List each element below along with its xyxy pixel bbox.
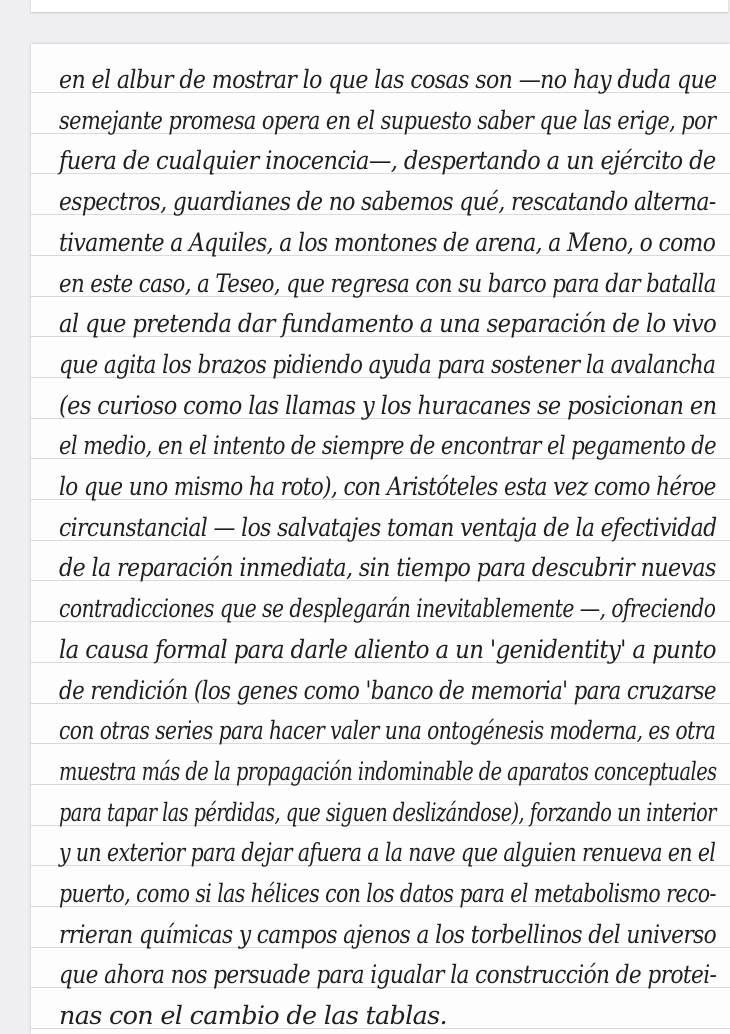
notebook-page: [31, 44, 730, 1034]
handwritten-line: muestra más de la propagación indominable de aparatos conceptuales: [59, 757, 717, 787]
handwritten-line: de rendición (los genes como 'banco de memoria' para cruzarse: [59, 676, 716, 706]
handwritten-line: en el albur de mostrar lo que las cosas son —no hay duda que: [59, 65, 717, 95]
handwritten-line: semejante promesa opera en el supuesto saber que las erige, por: [59, 106, 716, 136]
handwritten-line: con otras series para hacer valer una ontogénesis moderna, es otra: [59, 716, 716, 746]
handwritten-line: contradicciones que se desplegarán inevitablemente —, ofreciendo: [59, 594, 716, 624]
handwritten-line: y un exterior para dejar afuera a la nave que alguien renueva en el: [59, 838, 716, 868]
handwritten-line: que agita los brazos pidiendo ayuda para sostener la avalancha: [59, 350, 716, 380]
handwritten-line: el medio, en el intento de siempre de encontrar el pegamento de: [59, 431, 717, 461]
handwritten-line: (es curioso como las llamas y los huracanes se posicionan en: [59, 391, 717, 421]
handwritten-line: la causa formal para darle aliento a un 'genidentity' a punto: [59, 635, 716, 665]
handwritten-line: al que pretenda dar fundamento a una separación de lo vivo: [59, 309, 717, 339]
handwritten-line: tivamente a Aquiles, a los montones de arena, a Meno, o como: [59, 228, 716, 258]
handwritten-line: puerto, como si las hélices con los datos para el metabolismo reco-: [59, 879, 716, 909]
handwritten-line: nas con el cambio de las tablas.: [59, 1001, 447, 1031]
handwritten-line: para tapar las pérdidas, que siguen deslizándose), forzando un interior: [59, 798, 716, 828]
handwritten-line: que ahora nos persuade para igualar la construcción de protei-: [59, 960, 717, 990]
handwritten-line: espectros, guardianes de no sabemos qué, rescatando alterna-: [59, 187, 716, 217]
handwritten-line: fuera de cualquier inocencia—, despertando a un ejército de: [59, 146, 716, 176]
handwritten-line: rrieran químicas y campos ajenos a los torbellinos del universo: [59, 920, 717, 950]
handwritten-line: lo que uno mismo ha roto), con Aristóteles esta vez como héroe: [59, 472, 716, 502]
handwritten-line: de la reparación inmediata, sin tiempo para descubrir nuevas: [59, 553, 716, 583]
handwritten-line: en este caso, a Teseo, que regresa con su barco para dar batalla: [59, 269, 716, 299]
previous-page-edge: [31, 0, 728, 12]
handwritten-line: circunstancial — los salvatajes toman ventaja de la efectividad: [59, 513, 717, 543]
